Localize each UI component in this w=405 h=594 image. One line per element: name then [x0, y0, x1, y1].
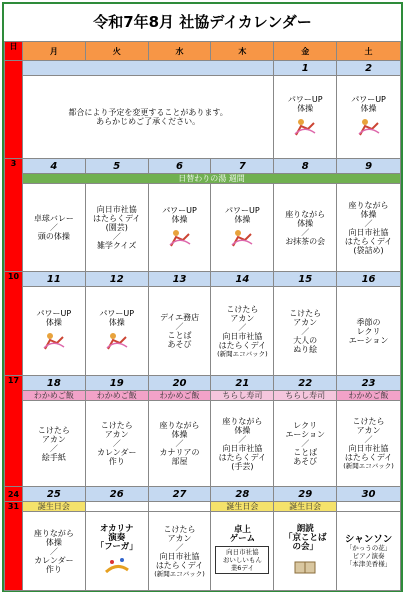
week3-events [5, 287, 401, 376]
weekday-header [5, 42, 401, 61]
date-cell: 14 [211, 272, 274, 287]
week5-sunday-bottom: 31 [5, 502, 23, 591]
event-line: パワーUP [99, 309, 135, 318]
event-line: カレンダー [34, 555, 74, 565]
event-line: ／ [175, 322, 184, 331]
weekday-sat: 土 [337, 42, 401, 61]
event-line: 「フーガ」 [95, 541, 138, 552]
event-line: ／ [301, 439, 310, 448]
event-cell [337, 512, 401, 591]
week1-events [5, 76, 401, 159]
birthday-label: 誕生日会 [22, 502, 85, 512]
notice-line: あらかじめご了承ください。 [96, 117, 201, 126]
event-cell [148, 287, 211, 376]
event-cell [274, 287, 337, 376]
event-line: はたらくデイ [155, 560, 204, 570]
event-line: 向日市社協 [222, 443, 263, 453]
event-line: ／ [175, 542, 184, 552]
event-line: 雑学クイズ [96, 241, 137, 250]
week1-dates [5, 61, 401, 76]
event-line: 座りながら [348, 200, 389, 210]
week4-sunday: 17 [5, 376, 23, 487]
lunch-label: わかめご飯 [22, 391, 85, 401]
event-line: (新聞エコバック) [154, 569, 205, 578]
event-line: エーション [348, 335, 389, 345]
event-cell [274, 401, 337, 487]
event-line: あそび [293, 457, 318, 466]
event-line: ／ [49, 223, 58, 232]
event-cell [274, 184, 337, 272]
date-cell: 22 [274, 376, 337, 391]
blank-label [148, 502, 211, 512]
date-cell: 4 [22, 159, 85, 174]
event-line: はたらくデイ [344, 453, 393, 462]
weekday-thu: 木 [211, 42, 274, 61]
event-cell [337, 401, 401, 487]
event-line: 演奏 [108, 532, 126, 543]
calendar-table [4, 41, 401, 591]
week2-strip [5, 174, 401, 184]
event-line: ゲーム [229, 534, 256, 544]
event-line: 業6デイ [230, 564, 254, 572]
lunch-label: わかめご飯 [337, 391, 401, 401]
event-cell [337, 184, 401, 272]
event-line: こけたら [37, 425, 70, 435]
event-line: 向日市社協 [348, 227, 389, 237]
event-line: ／ [112, 439, 121, 448]
event-line: 向日市社協 [159, 551, 200, 561]
event-line: オカリナ [99, 523, 134, 534]
event-line: はたらくデイ [344, 236, 393, 246]
event-line: おいしいもん [222, 556, 262, 564]
event-line: レクリ [293, 421, 318, 430]
event-line: 卓上 [233, 525, 251, 535]
week2-sunday: 3 [5, 159, 23, 272]
event-line: ／ [49, 546, 58, 556]
event-line: デイエ務店 [159, 313, 200, 322]
exercise-icon [292, 117, 318, 137]
event-line: はたらくデイ [92, 214, 141, 223]
weekday-fri: 金 [274, 42, 337, 61]
event-line: あそび [167, 340, 192, 349]
event-line: 絵手紙 [41, 452, 66, 462]
event-line: 向日市社協 [226, 548, 259, 556]
date-cell: 1 [274, 61, 337, 76]
event-line: (手芸) [231, 461, 254, 471]
event-line: 座りながら [33, 528, 74, 538]
event-cell [22, 184, 85, 272]
event-line: こけたら [289, 308, 322, 318]
event-line: ／ [301, 227, 310, 237]
event-line: こけたら [100, 421, 133, 430]
week1-sunday [5, 61, 23, 159]
event-line: はたらくデイ [218, 452, 267, 462]
date-cell: 26 [85, 487, 148, 502]
weekday-mon: 月 [22, 42, 85, 61]
blank-label [337, 502, 401, 512]
date-cell: 28 [211, 487, 274, 502]
date-cell: 12 [85, 272, 148, 287]
event-line: アカン [167, 533, 192, 543]
event-line: 「京ことば [283, 532, 327, 543]
week5-events [5, 512, 401, 591]
event-cell [211, 287, 274, 376]
date-cell: 19 [85, 376, 148, 391]
event-line: (袋詰め) [353, 245, 384, 255]
event-cell [148, 512, 211, 591]
date-cell: 29 [274, 487, 337, 502]
notice [22, 76, 273, 159]
event-line: アカン [356, 426, 381, 435]
event-line: 座りながら [285, 209, 326, 219]
event-line: 体操 [360, 209, 377, 219]
lunch-label: わかめご飯 [148, 391, 211, 401]
event-cell [211, 512, 274, 591]
lunch-label: ちらし寿司 [211, 391, 274, 401]
lunch-label: わかめご飯 [85, 391, 148, 401]
date-cell: 6 [148, 159, 211, 174]
event-cell [211, 401, 274, 487]
event-line: はたらくデイ [218, 340, 267, 350]
event-line: 体操 [108, 318, 125, 327]
week3-sunday: 10 [5, 272, 23, 376]
event-line: 体操 [171, 430, 188, 439]
date-cell: 23 [337, 376, 401, 391]
event-line: (園芸) [105, 223, 128, 232]
music-icon [104, 556, 130, 576]
notice-line: 都合により予定を変更することがあります。 [68, 108, 228, 117]
event-line: 体操 [45, 537, 62, 547]
event-line: エーション [285, 430, 326, 439]
date-cell: 25 [22, 487, 85, 502]
date-cell: 21 [211, 376, 274, 391]
date-cell: 20 [148, 376, 211, 391]
birthday-label: 誕生日会 [274, 502, 337, 512]
event-line: アカン [41, 434, 66, 444]
event-cell [337, 76, 401, 159]
event-line: 座りながら [159, 421, 200, 430]
week3-dates [5, 272, 401, 287]
event-cell [211, 184, 274, 272]
event-line: ／ [175, 439, 184, 448]
date-cell: 9 [337, 159, 401, 174]
event-line: カナリアの [159, 448, 200, 457]
event-line: 「かっうの花」 [345, 543, 392, 552]
exercise-icon [104, 331, 130, 351]
obon-strip: 日替わりの湯 週間 [22, 174, 400, 184]
event-line: 向日市社協 [222, 331, 263, 341]
event-line: 大人の [293, 335, 318, 345]
date-cell: 18 [22, 376, 85, 391]
date-cell: 8 [274, 159, 337, 174]
week4-dates [5, 376, 401, 391]
event-line: ／ [364, 218, 373, 228]
event-line: シャンソン [344, 533, 393, 545]
event-line: ／ [238, 322, 247, 332]
event-line: 卓球バレー [33, 214, 74, 223]
event-cell [22, 401, 85, 487]
event-line: ピアノ演奏 [352, 551, 385, 560]
event-line: 季節の [356, 317, 381, 327]
event-line: ／ [301, 326, 310, 336]
weekday-wed: 水 [148, 42, 211, 61]
event-line: アカン [104, 430, 129, 439]
event-line: 「本津美香様」 [345, 559, 392, 568]
event-line: お抹茶の会 [285, 236, 326, 246]
event-cell [22, 512, 85, 591]
blank-label [85, 502, 148, 512]
date-cell: 13 [148, 272, 211, 287]
weekday-sun: 日 [5, 42, 23, 61]
event-line: 体操 [360, 104, 377, 113]
week5-dates [5, 487, 401, 502]
event-line: 体操 [45, 318, 62, 327]
event-line: レクリ [356, 326, 381, 336]
dessert-box [215, 546, 269, 574]
exercise-icon [41, 331, 67, 351]
event-line: 向日市社協 [96, 205, 137, 214]
date-cell: 2 [337, 61, 401, 76]
date-cell: 7 [211, 159, 274, 174]
event-line: (新聞エコバック) [217, 349, 268, 358]
date-cell: 5 [85, 159, 148, 174]
event-line: 作り [45, 564, 62, 574]
event-line: 作り [108, 457, 125, 466]
event-cell [337, 287, 401, 376]
event-cell [148, 184, 211, 272]
week4-labels [5, 391, 401, 401]
event-line: ことば [167, 331, 192, 340]
event-line: こけたら [352, 417, 385, 426]
week4-events [5, 401, 401, 487]
event-line: ／ [49, 443, 58, 453]
exercise-icon [356, 117, 382, 137]
event-line: パワーUP [162, 205, 197, 215]
event-line: アカン [293, 317, 318, 327]
event-cell [85, 287, 148, 376]
page-title: 令和7年8月 社協デイカレンダー [93, 13, 312, 31]
event-line: アカン [230, 313, 255, 323]
week2-events [5, 184, 401, 272]
event-line: こけたら [163, 524, 196, 534]
event-line: 体操 [297, 218, 314, 228]
birthday-label: 誕生日会 [211, 502, 274, 512]
event-line: カレンダー [96, 448, 137, 457]
event-cell [22, 287, 85, 376]
exercise-icon [167, 228, 193, 248]
event-line: 向日市社協 [348, 444, 389, 453]
calendar-frame [2, 2, 403, 592]
event-cell [148, 401, 211, 487]
event-line: こけたら [226, 304, 259, 314]
event-line: 頭の体操 [37, 232, 70, 241]
weekday-tue: 火 [85, 42, 148, 61]
event-line: ぬり絵 [293, 344, 318, 354]
event-line: 座りながら [222, 416, 263, 426]
event-line: 体操 [234, 425, 251, 435]
event-line: パワーUP [225, 205, 260, 215]
event-line: パワーUP [287, 95, 323, 104]
lunch-label: ちらし寿司 [274, 391, 337, 401]
event-line: 朗読 [296, 523, 314, 534]
week1-blank [22, 61, 273, 76]
event-line: ／ [238, 434, 247, 444]
event-line: ／ [364, 435, 373, 444]
event-cell [85, 401, 148, 487]
event-line: (新聞エコバック) [343, 462, 394, 470]
event-line: 体操 [234, 214, 251, 224]
date-cell: 11 [22, 272, 85, 287]
date-cell: 16 [337, 272, 401, 287]
event-cell [85, 512, 148, 591]
event-line: ことば [293, 448, 318, 457]
date-cell: 15 [274, 272, 337, 287]
date-cell: 30 [337, 487, 401, 502]
book-icon [292, 556, 318, 576]
event-line: ／ [112, 232, 121, 241]
exercise-icon [229, 228, 255, 248]
event-line: 部屋 [171, 457, 188, 466]
event-cell [85, 184, 148, 272]
week2-dates [5, 159, 401, 174]
week5-labels [5, 502, 401, 512]
event-line: 体操 [297, 104, 314, 113]
event-line: の会」 [292, 541, 318, 552]
event-cell [274, 76, 337, 159]
week5-sunday-top: 24 [5, 487, 23, 502]
event-cell [274, 512, 337, 591]
date-cell: 27 [148, 487, 211, 502]
event-line: 体操 [171, 214, 188, 224]
event-line: パワーUP [36, 309, 72, 318]
event-line: パワーUP [351, 95, 386, 104]
